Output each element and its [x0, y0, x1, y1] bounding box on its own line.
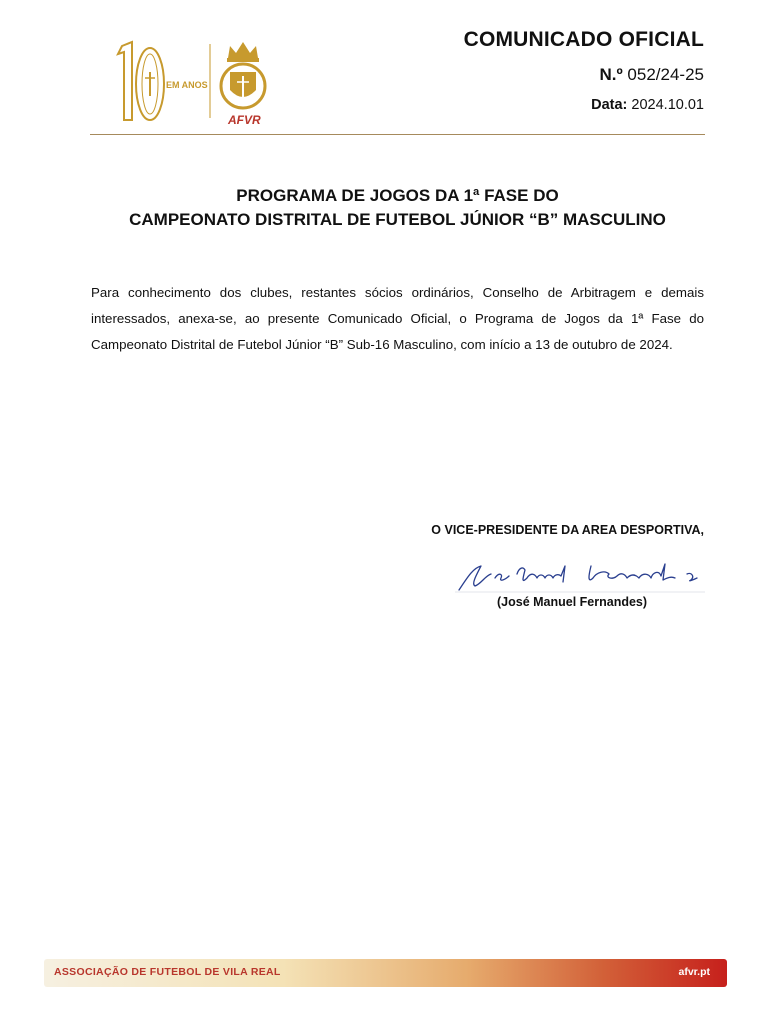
document-number-value: 052/24-25 — [627, 65, 704, 84]
document-date-label: Data: — [591, 97, 628, 113]
document-number-label: N.º — [599, 65, 623, 84]
body-paragraph: Para conhecimento dos clubes, restantes sócios ordinários, Conselho de Arbitragem e demais interessados, anexa-se, ao presente Comunicado Oficial, o Programa de Jogos da 1ª Fase do Campeonato Distrital de Futebol Júnior “B” Sub-16 Masculino, com início a 13 de outubro de 2024. — [91, 285, 704, 352]
document-number — [464, 65, 704, 85]
footer-bar — [44, 959, 727, 987]
document-date-value: 2024.10.01 — [631, 97, 704, 113]
logo-badge-text: EM ANOS — [166, 80, 208, 90]
communique-heading — [90, 184, 705, 232]
document-date — [464, 97, 704, 113]
afvr-centenary-logo — [112, 38, 292, 128]
heading-line-2: CAMPEONATO DISTRITAL DE FUTEBOL JÚNIOR “B” MASCULINO — [129, 210, 666, 229]
document-title: COMUNICADO OFICIAL — [463, 28, 704, 51]
footer-organization: ASSOCIAÇÃO DE FUTEBOL DE VILA REAL — [54, 966, 281, 978]
signatory-name: (José Manuel Fernandes) — [497, 595, 648, 609]
crowned-shield-logo-icon — [112, 38, 292, 128]
footer-website-link[interactable]: afvr.pt — [678, 966, 710, 978]
header-divider — [90, 134, 705, 135]
document-header — [464, 28, 704, 113]
heading-line-1: PROGRAMA DE JOGOS DA 1ª FASE DO — [236, 186, 559, 205]
handwritten-signature — [455, 556, 710, 596]
logo-brand-text: AFVR — [228, 113, 261, 127]
signatory-role: O VICE-PRESIDENTE DA AREA DESPORTIVA, — [431, 523, 704, 537]
